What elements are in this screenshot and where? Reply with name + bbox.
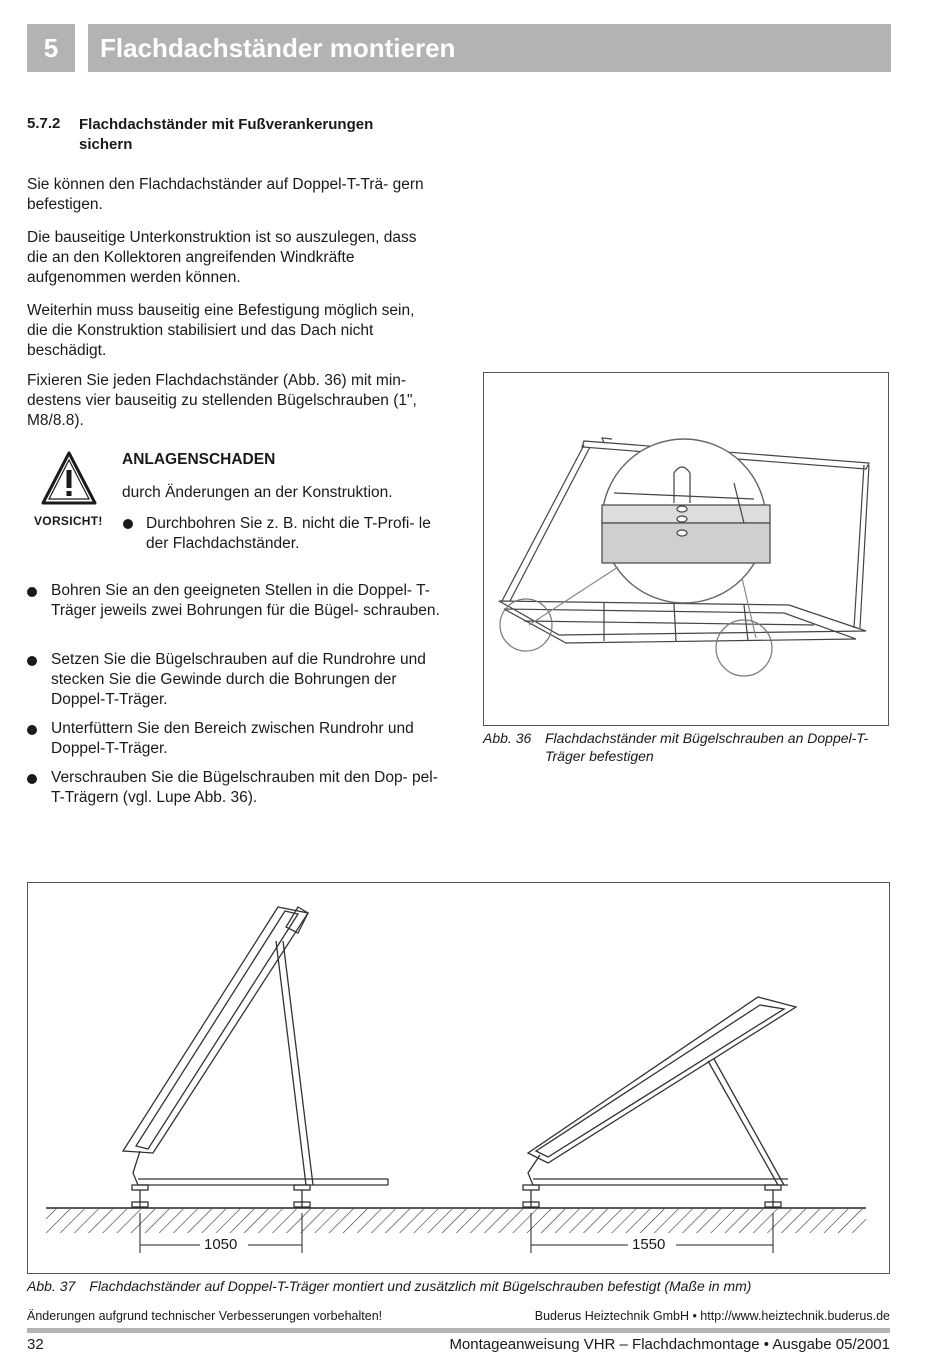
footer-company: Buderus Heiztechnik GmbH • http://www.heiztechnik.buderus.de [534,1309,890,1323]
paragraph-3: Weiterhin muss bauseitig eine Befestigung möglich sein, die die Konstruktion stabilisiert und das Dach nicht beschädigt. [27,302,415,359]
side-view-illustration [28,883,889,1273]
dimension-label-right: 1550 [632,1236,666,1253]
bullet-dot [123,519,133,529]
figure-37 [27,882,890,1274]
step-1: Bohren Sie an den geeigneten Stellen in die Doppel- T-Träger jeweils zwei Bohrungen für die Bügel- schrauben. [51,582,440,619]
chapter-title: Flachdachständer montieren [88,24,891,72]
step-2: Setzen Sie die Bügelschrauben auf die Rundrohre und stecken Sie die Gewinde durch die Bohrungen der Doppel-T-Träger. [51,651,426,708]
figure-36-caption [483,729,898,765]
figure-37-caption [27,1278,751,1294]
step-3: Unterfüttern Sie den Bereich zwischen Rundrohr und Doppel-T-Träger. [51,720,414,757]
warning-bullet: Durchbohren Sie z. B. nicht die T-Profi- le der Flachdachständer. [146,515,431,552]
warning-triangle-icon [40,450,98,506]
footer-note: Änderungen aufgrund technischer Verbesserungen vorbehalten! [27,1309,383,1323]
figure-36-caption-text: Flachdachständer mit Bügelschrauben an Doppel-T-Träger befestigen [545,730,869,764]
bullet-dot [27,656,37,666]
section-title: Flachdachständer mit Fußverankerungen sichern [79,116,374,153]
warning-title: ANLAGENSCHADEN [122,451,276,468]
figure-37-caption-text: Flachdachständer auf Doppel-T-Träger montiert und zusätzlich mit Bügelschrauben befestigt (Maße in mm) [89,1278,752,1294]
footer-document-title: Montageanweisung VHR – Flachdachmontage • Ausgabe 05/2001 [449,1336,890,1353]
footer-divider [27,1328,890,1333]
paragraph-1: Sie können den Flachdachständer auf Doppel-T-Trä- gern befestigen. [27,176,424,213]
page-number: 32 [27,1336,44,1353]
warning-label: VORSICHT! [34,514,103,528]
chapter-number: 5 [27,24,75,72]
paragraph-2: Die bauseitige Unterkonstruktion ist so auszulegen, dass die an den Kollektoren angreifenden Windkräfte aufgenommen werden können. [27,229,417,286]
bullet-dot [27,587,37,597]
bullet-dot [27,774,37,784]
step-4: Verschrauben Sie die Bügelschrauben mit den Dop- pel-T-Trägern (vgl. Lupe Abb. 36). [51,769,438,806]
figure-36-label: Abb. 36 [483,730,532,746]
section-number: 5.7.2 [27,115,61,132]
warning-text: durch Änderungen an der Konstruktion. [122,484,393,501]
paragraph-4: Fixieren Sie jeden Flachdachständer (Abb. 36) mit min- destens vier bauseitig zu stellenden Bügelschrauben (1", M8/8.8). [27,372,417,429]
figure-36 [483,372,889,726]
bullet-dot [27,725,37,735]
flat-roof-stand-illustration [484,373,888,725]
figure-37-label: Abb. 37 [27,1278,76,1294]
dimension-label-left: 1050 [204,1236,238,1253]
